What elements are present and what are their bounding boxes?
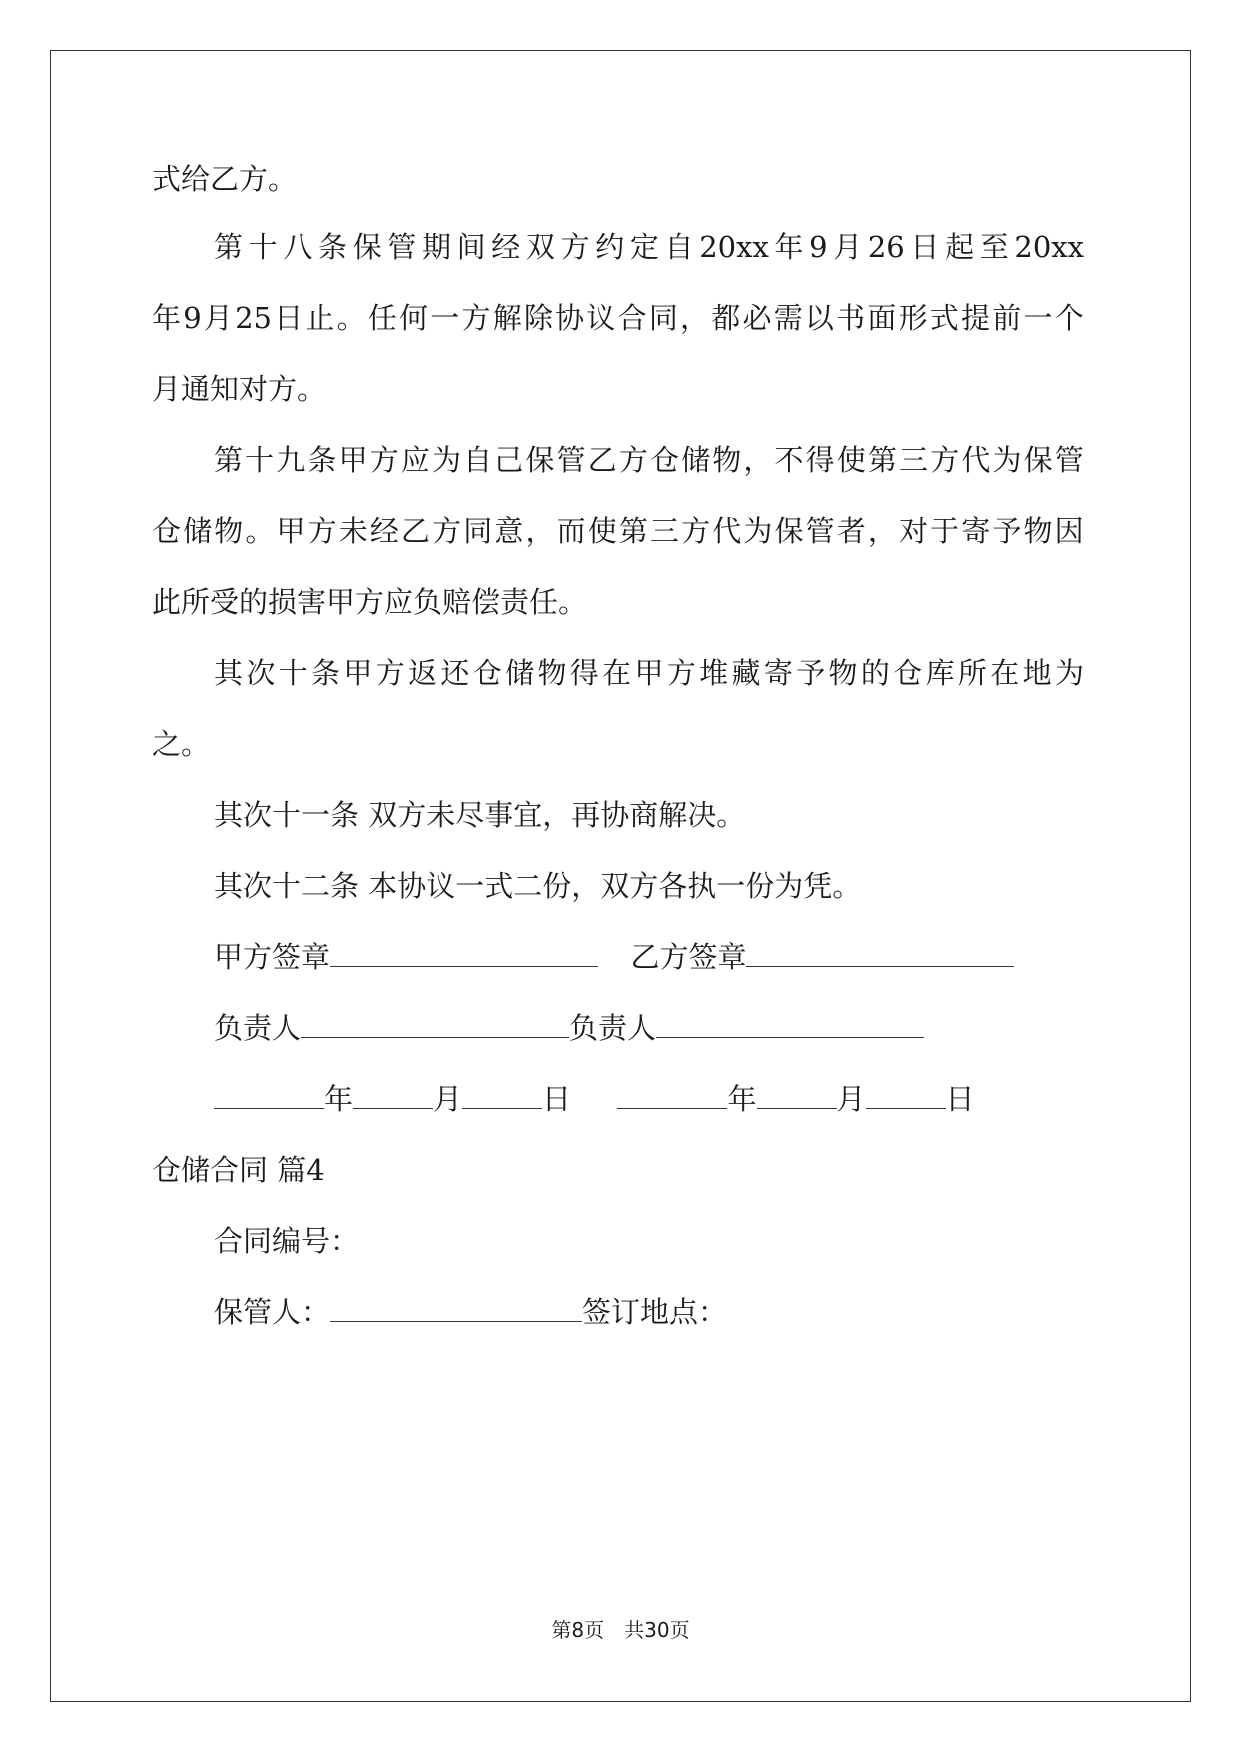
paragraph-line: 式给乙方。	[152, 162, 298, 196]
keeper-blank	[330, 1295, 582, 1322]
paragraph-line: 仓 储 物 。 甲 方 未 经 乙 方 同 意 ， 而 使 第 三 方 代 为 保 管 者 ， 对 于 寄 予 物 因	[152, 514, 1084, 548]
day-label-b: 日	[945, 1082, 975, 1116]
day-blank-a	[462, 1082, 542, 1109]
section-title: 仓储合同 篇4	[152, 1153, 325, 1187]
party-b-label: 乙方签章	[630, 940, 747, 974]
paragraph-line: 年 9 月 25 日 止 。 任 何 一 方 解 除 协 议 合 同 ， 都 必 需 以 书 面 形 式 提 前 一 个	[152, 301, 1084, 335]
party-b-blank	[746, 940, 1014, 967]
year-blank-a	[214, 1082, 324, 1109]
party-a-blank	[330, 940, 598, 967]
month-blank-b	[757, 1082, 837, 1109]
responsible-a-blank	[301, 1011, 569, 1038]
keeper-label: 保管人：	[214, 1295, 331, 1329]
year-label-a: 年	[324, 1082, 354, 1116]
paragraph-line: 其次十一条 双方未尽事宜，再协商解决。	[214, 798, 746, 832]
month-label-a: 月	[433, 1082, 463, 1116]
contract-number-label: 合同编号：	[214, 1224, 360, 1258]
date-row	[214, 1079, 975, 1119]
signature-row	[214, 937, 1014, 977]
paragraph-line: 此所受的损害甲方应负赔偿责任。	[152, 585, 588, 619]
paragraph-line: 之。	[152, 727, 211, 761]
responsible-row	[214, 1008, 924, 1048]
responsible-b-blank	[656, 1011, 924, 1038]
year-blank-b	[617, 1082, 727, 1109]
paragraph-line: 其 次 十 条 甲 方 返 还 仓 储 物 得 在 甲 方 堆 藏 寄 予 物 的 仓 库 所 在 地 为	[214, 656, 1084, 690]
responsible-a-label: 负责人	[214, 1011, 302, 1045]
paragraph-line: 其次十二条 本协议一式二份，双方各执一份为凭。	[214, 869, 862, 903]
sign-place-label: 签订地点：	[582, 1295, 728, 1329]
paragraph-line: 第 十 八 条 保 管 期 间 经 双 方 约 定 自 20xx 年 9 月 26 日 起 至 20xx	[214, 230, 1084, 264]
paragraph-line: 月通知对方。	[152, 372, 327, 406]
party-a-label: 甲方签章	[214, 940, 331, 974]
year-label-b: 年	[727, 1082, 757, 1116]
responsible-b-label: 负责人	[569, 1011, 657, 1045]
paragraph-line: 第 十 九 条 甲 方 应 为 自 己 保 管 乙 方 仓 储 物 ， 不 得 使 第 三 方 代 为 保 管	[214, 443, 1084, 477]
day-blank-b	[866, 1082, 946, 1109]
month-blank-a	[353, 1082, 433, 1109]
keeper-row	[214, 1292, 727, 1332]
page-footer: 第8页 共30页	[551, 1618, 690, 1642]
month-label-b: 月	[836, 1082, 866, 1116]
day-label-a: 日	[542, 1082, 572, 1116]
